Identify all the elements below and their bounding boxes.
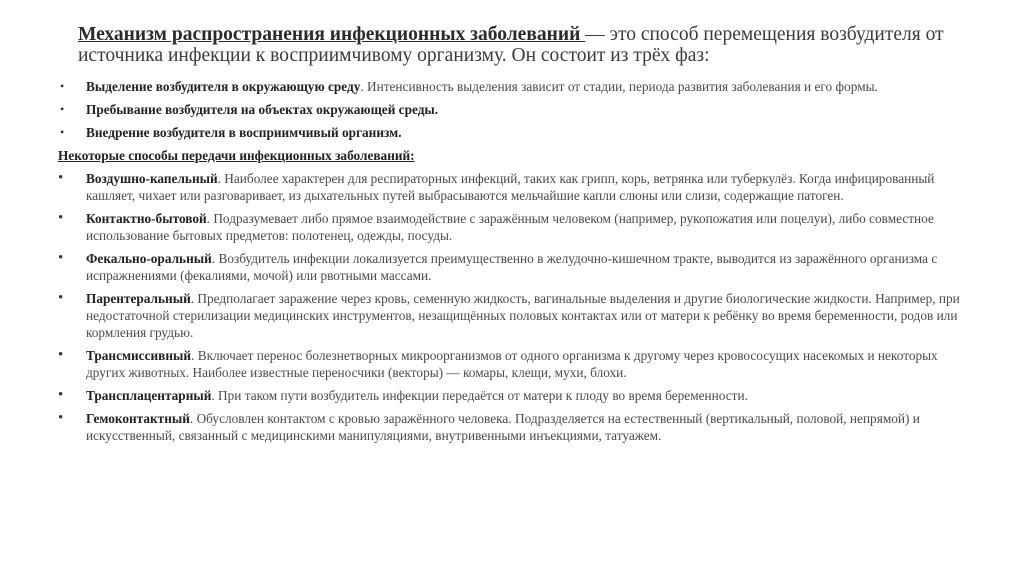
- title-term: Механизм распространения инфекционных заболеваний: [78, 24, 586, 45]
- slide-content: [58, 78, 978, 450]
- title-definition: — это способ перемещения возбудителя от источника инфекции к восприимчивому организму. Он состоит из трёх фаз:: [78, 24, 944, 66]
- list-item: [58, 101, 978, 118]
- list-item: [58, 210, 978, 244]
- item-text: . Наиболее характерен для респираторных инфекций, таких как грипп, корь, ветрянка или туберкулёз. Когда инфицированный кашляет, чихает или разговаривает, из дыхательных путей выбрасываются мельчайшие капли слюны или слизи, содержащие патоген.: [86, 171, 935, 203]
- item-heading: Внедрение возбудителя в восприимчивый организм.: [86, 125, 402, 140]
- list-item: [58, 347, 978, 381]
- list-item: [58, 410, 978, 444]
- bullet-icon: •: [60, 79, 65, 93]
- item-heading: Трансплацентарный: [86, 388, 212, 403]
- slide-title: [78, 24, 968, 66]
- bullet-icon: •: [58, 290, 64, 306]
- list-item: [58, 170, 978, 204]
- bullet-icon: •: [58, 170, 64, 186]
- bullet-icon: •: [58, 210, 64, 226]
- bullet-icon: •: [58, 410, 64, 426]
- item-heading: Парентеральный: [86, 291, 191, 306]
- item-text: . Предполагает заражение через кровь, семенную жидкость, вагинальные выделения и другие биологические жидкости. Например, при недостаточной стерилизации медицинских инструментов, незащищённых половых контактах или от матери к ребёнку во время беременности, родов или кормления грудью.: [86, 291, 960, 340]
- bullet-icon: •: [58, 347, 64, 363]
- list-item: [58, 124, 978, 141]
- routes-list: [58, 170, 978, 444]
- item-heading: Выделение возбудителя в окружающую среду: [86, 79, 361, 94]
- item-heading: Воздушно-капельный: [86, 171, 218, 186]
- section-subheading: Некоторые способы передачи инфекционных заболеваний:: [58, 148, 415, 163]
- item-heading: Контактно-бытовой: [86, 211, 207, 226]
- item-heading: Гемоконтактный: [86, 411, 190, 426]
- item-text: . Включает перенос болезнетворных микроорганизмов от одного организма к другому через кровососущих насекомых и некоторых других животных. Наиболее известные переносчики (векторы) — комары, клещи, мухи, блохи.: [86, 348, 938, 380]
- bullet-icon: •: [60, 102, 65, 116]
- bullet-icon: •: [58, 250, 64, 266]
- item-text: . Интенсивность выделения зависит от стадии, периода развития заболевания и его формы.: [360, 79, 878, 94]
- list-item: [58, 387, 978, 404]
- bullet-icon: •: [60, 125, 65, 139]
- item-heading: Фекально-оральный: [86, 251, 212, 266]
- item-heading: Трансмиссивный: [86, 348, 192, 363]
- item-text: . Подразумевает либо прямое взаимодействие с заражённым человеком (например, рукопожатия или поцелуи), либо совместное использование бытовых предметов: полотенец, одежды, посуды.: [86, 211, 934, 243]
- item-heading: Пребывание возбудителя на объектах окружающей среды.: [86, 102, 439, 117]
- item-text: . Обусловлен контактом с кровью заражённого человека. Подразделяется на естественный (вертикальный, половой, непрямой) и искусственный, связанный с медицинскими манипуляциями, внутривенными инъекциями, татуажем.: [86, 411, 920, 443]
- list-item: [58, 78, 978, 95]
- list-item: [58, 250, 978, 284]
- phases-list: [58, 78, 978, 141]
- bullet-icon: •: [58, 387, 64, 403]
- item-text: . Возбудитель инфекции локализуется преимущественно в желудочно-кишечном тракте, выводится из заражённого организма с испражнениями (фекалиями, мочой) или рвотными массами.: [86, 251, 938, 283]
- list-item: [58, 290, 978, 341]
- item-text: . При таком пути возбудитель инфекции передаётся от матери к плоду во время беременности.: [211, 388, 748, 403]
